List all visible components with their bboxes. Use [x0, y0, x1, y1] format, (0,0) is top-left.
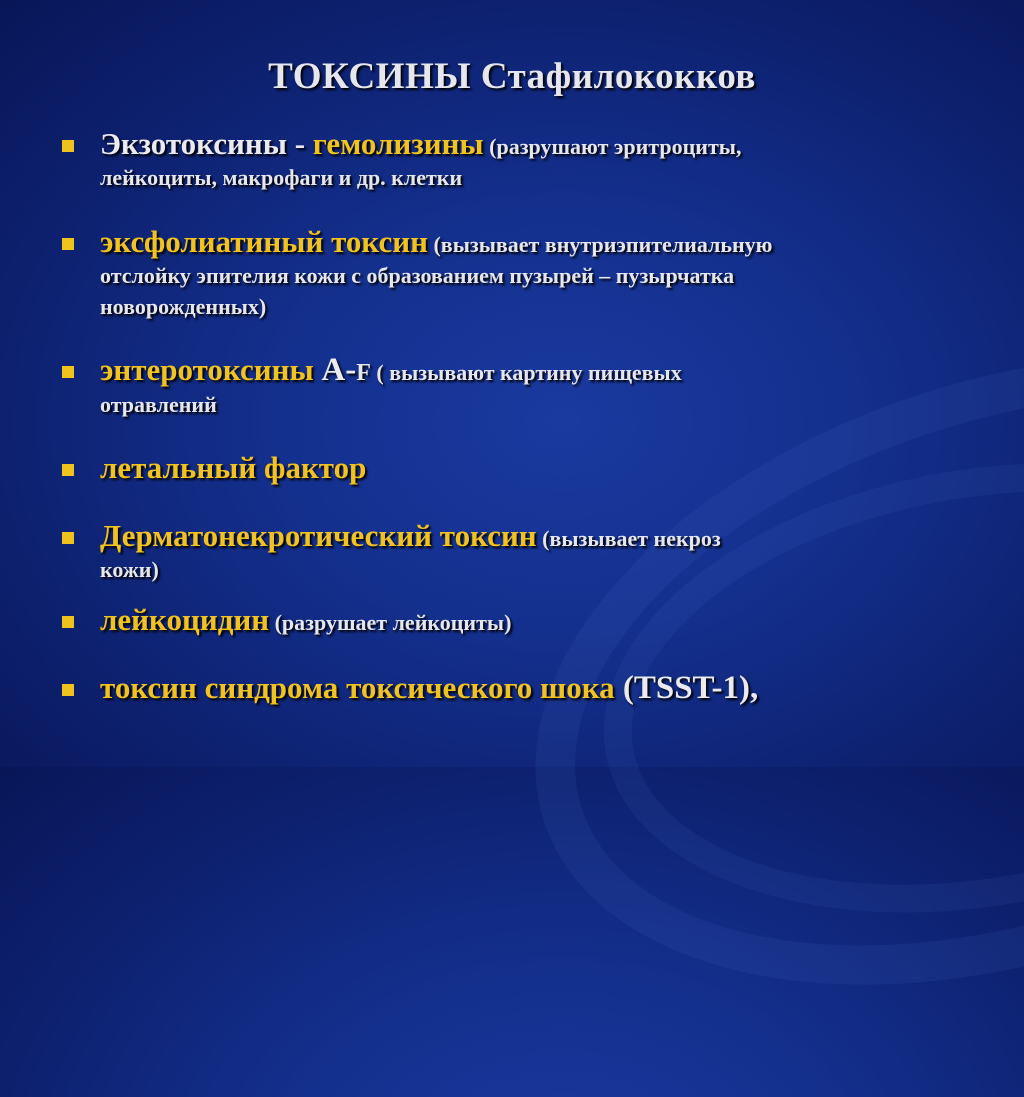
item-description-cont: отслойку эпителия кожи с образованием пузырей – пузырчатка [100, 263, 735, 288]
item-description: ( вызывают картину пищевых [370, 360, 682, 385]
item-highlight: токсин синдрома токсического шока [100, 670, 615, 705]
bullet-square-icon [62, 532, 74, 544]
item-highlight: гемолизины [312, 126, 484, 161]
bullet-square-icon [62, 684, 74, 696]
list-item-exotoxins [62, 126, 982, 193]
list-item-tsst [62, 670, 982, 706]
item-description: (вызывает некроз [536, 526, 721, 551]
item-description: (разрушают эритроциты, [483, 134, 742, 159]
item-description: (вызывает внутриэпителиальную [427, 232, 773, 257]
item-description-cont: лейкоциты, макрофаги и др. клетки [100, 165, 463, 190]
bullet-square-icon [62, 140, 74, 152]
item-description-cont: отравлений [100, 392, 217, 417]
bullet-square-icon [62, 464, 74, 476]
item-lead: Экзотоксины - [100, 126, 313, 161]
bullet-square-icon [62, 366, 74, 378]
item-highlight: эксфолиатиный токсин [100, 224, 428, 259]
item-highlight: Дерматонекротический токсин [100, 518, 537, 553]
item-highlight: энтеротоксины [100, 352, 322, 387]
slide-title: ТОКСИНЫ Стафилококков [268, 56, 756, 97]
item-highlight: летальный фактор [100, 450, 367, 485]
item-suffix: А- [321, 352, 357, 388]
list-item-leukocidin [62, 602, 982, 638]
list-item-enterotoxins [62, 352, 982, 420]
item-suffix-small: F [356, 360, 371, 386]
list-item-exfoliative-toxin [62, 224, 982, 322]
item-description: (разрушает лейкоциты) [269, 610, 512, 635]
item-highlight: лейкоцидин [100, 602, 270, 637]
item-suffix: (TSST-1), [614, 670, 759, 706]
item-description-cont: кожи) [100, 557, 159, 582]
bullet-square-icon [62, 616, 74, 628]
list-item-lethal-factor [62, 450, 982, 486]
item-description-cont: новорожденных) [100, 294, 267, 319]
list-item-dermonecrotic-toxin [62, 518, 982, 585]
bullet-square-icon [62, 238, 74, 250]
